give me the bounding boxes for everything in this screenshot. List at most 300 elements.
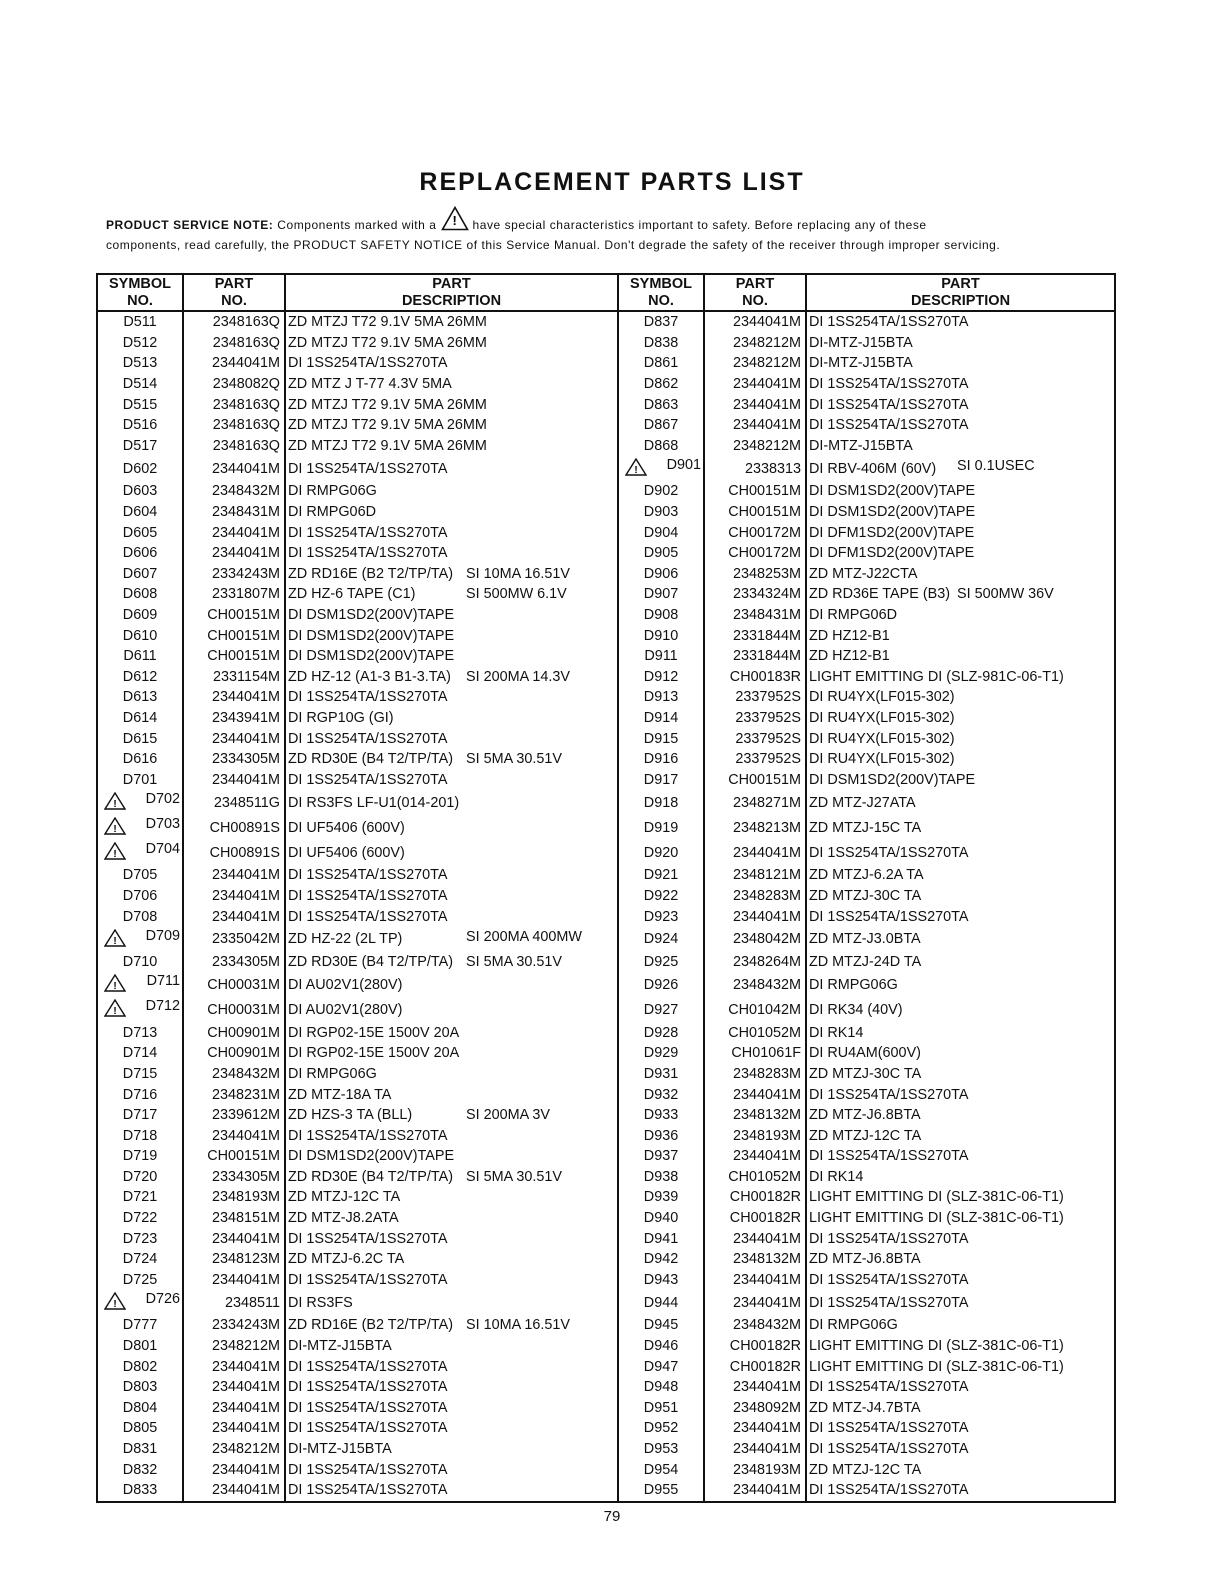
part-description-cell xyxy=(806,522,1115,543)
part-description-cell xyxy=(806,605,1115,626)
symbol-cell xyxy=(618,1125,704,1146)
symbol-no: D931 xyxy=(643,1065,679,1082)
symbol-no: D903 xyxy=(643,504,679,521)
part-description-cell xyxy=(806,1105,1115,1126)
part-description-cell xyxy=(285,728,618,749)
part-description: LIGHT EMITTING DI (SLZ-981C-06-T1) xyxy=(809,668,1064,685)
symbol-no: D868 xyxy=(643,437,679,454)
table-row xyxy=(97,667,1115,688)
symbol-no: D616 xyxy=(122,751,158,768)
part-description-cell xyxy=(806,1459,1115,1480)
part-description-cell xyxy=(806,952,1115,973)
spec-note: SI 5MA 30.51V xyxy=(466,1168,562,1185)
part-no: 2348271M xyxy=(704,790,806,815)
part-description-cell xyxy=(806,1167,1115,1188)
table-row xyxy=(97,865,1115,886)
symbol-no: D608 xyxy=(122,586,158,603)
part-description: ZD MTZJ T72 9.1V 5MA 26MM xyxy=(288,437,487,454)
symbol-cell xyxy=(618,311,704,333)
part-description-cell xyxy=(285,522,618,543)
table-row xyxy=(97,1208,1115,1229)
table-row xyxy=(97,415,1115,436)
spec-note: SI 10MA 16.51V xyxy=(466,565,571,582)
symbol-no: D725 xyxy=(122,1271,158,1288)
part-no: 2348212M xyxy=(183,1439,285,1460)
symbol-no: D718 xyxy=(122,1127,158,1144)
part-description: DI 1SS254TA/1SS270TA xyxy=(288,460,448,477)
symbol-cell xyxy=(618,481,704,502)
symbol-no: D831 xyxy=(122,1441,158,1458)
symbol-cell xyxy=(618,749,704,770)
symbol-no: D952 xyxy=(643,1420,679,1437)
part-no: 2344041M xyxy=(704,1377,806,1398)
symbol-cell xyxy=(618,522,704,543)
part-description-cell xyxy=(806,436,1115,457)
symbol-no: D913 xyxy=(643,689,679,706)
part-description-cell xyxy=(806,769,1115,790)
part-description: ZD HZ-6 TAPE (C1) xyxy=(288,586,416,603)
page-number: 79 xyxy=(603,1508,621,1525)
table-row xyxy=(97,333,1115,354)
part-description-cell xyxy=(285,667,618,688)
part-description: DI 1SS254TA/1SS270TA xyxy=(288,1358,448,1375)
part-description-cell xyxy=(285,1459,618,1480)
symbol-cell xyxy=(618,1377,704,1398)
table-row xyxy=(97,584,1115,605)
part-description: DI 1SS254TA/1SS270TA xyxy=(809,1271,969,1288)
part-no: 2348151M xyxy=(183,1208,285,1229)
part-no: 2344041M xyxy=(704,1084,806,1105)
symbol-cell xyxy=(618,1228,704,1249)
symbol-no: D922 xyxy=(643,887,679,904)
part-description-cell xyxy=(285,333,618,354)
symbol-cell xyxy=(97,1459,183,1480)
part-no: 2348253M xyxy=(704,564,806,585)
part-no: CH01061F xyxy=(704,1043,806,1064)
page-title: REPLACEMENT PARTS LIST xyxy=(419,168,805,196)
warning-triangle-icon xyxy=(104,999,126,1022)
symbol-cell xyxy=(97,865,183,886)
symbol-no: D915 xyxy=(643,730,679,747)
part-description-cell xyxy=(285,1336,618,1357)
table-row xyxy=(97,353,1115,374)
symbol-cell xyxy=(97,1084,183,1105)
symbol-cell xyxy=(97,584,183,605)
part-description-cell xyxy=(806,1187,1115,1208)
symbol-cell xyxy=(618,886,704,907)
symbol-no: D609 xyxy=(122,607,158,624)
symbol-cell xyxy=(97,840,183,865)
symbol-no: D604 xyxy=(122,504,158,521)
symbol-cell xyxy=(97,1146,183,1167)
part-no: 2348163Q xyxy=(183,394,285,415)
part-description: DI 1SS254TA/1SS270TA xyxy=(809,396,969,413)
symbol-no: D942 xyxy=(643,1251,679,1268)
symbol-cell xyxy=(618,1418,704,1439)
part-description: ZD MTZJ T72 9.1V 5MA 26MM xyxy=(288,396,487,413)
table-row xyxy=(97,543,1115,564)
symbol-cell xyxy=(97,906,183,927)
symbol-no: D802 xyxy=(122,1358,158,1375)
table-header-row xyxy=(97,274,1115,311)
symbol-cell xyxy=(618,456,704,481)
part-description-cell xyxy=(806,1208,1115,1229)
part-description-cell xyxy=(285,1315,618,1336)
part-no: 2344041M xyxy=(183,1459,285,1480)
part-description-cell xyxy=(806,415,1115,436)
symbol-no: D954 xyxy=(643,1461,679,1478)
symbol-cell xyxy=(97,728,183,749)
parts-table xyxy=(96,273,1116,1503)
part-description: LIGHT EMITTING DI (SLZ-381C-06-T1) xyxy=(809,1338,1064,1355)
part-description: ZD MTZJ-6.2C TA xyxy=(288,1251,405,1268)
part-description: DI 1SS254TA/1SS270TA xyxy=(288,771,448,788)
table-row xyxy=(97,481,1115,502)
part-description: ZD MTZ-J3.0BTA xyxy=(809,931,921,948)
part-no: 2348432M xyxy=(183,1064,285,1085)
part-description-cell xyxy=(806,1398,1115,1419)
symbol-no: D720 xyxy=(122,1168,158,1185)
table-row xyxy=(97,522,1115,543)
part-description: DI 1SS254TA/1SS270TA xyxy=(288,689,448,706)
part-no: 2344041M xyxy=(183,1125,285,1146)
part-description-cell xyxy=(806,1418,1115,1439)
part-description-cell xyxy=(285,815,618,840)
symbol-cell xyxy=(618,1249,704,1270)
part-description-cell xyxy=(806,543,1115,564)
table-row xyxy=(97,687,1115,708)
part-description-cell xyxy=(285,311,618,333)
part-description-cell xyxy=(285,394,618,415)
symbol-no: D611 xyxy=(123,648,157,665)
symbol-no: D902 xyxy=(643,483,679,500)
table-row xyxy=(97,1105,1115,1126)
warning-triangle-icon xyxy=(104,792,126,815)
part-description: DI RS3FS LF-U1(014-201) xyxy=(288,794,460,811)
symbol-cell xyxy=(618,865,704,886)
symbol-cell xyxy=(618,840,704,865)
symbol-no: D726 xyxy=(145,1291,180,1308)
spec-note: SI 200MA 3V xyxy=(466,1106,550,1123)
warning-triangle-icon xyxy=(104,929,126,952)
symbol-no: D712 xyxy=(145,998,180,1015)
spec-note: SI 10MA 16.51V xyxy=(466,1317,571,1334)
part-no: 2348163Q xyxy=(183,415,285,436)
table-row xyxy=(97,840,1115,865)
table-row xyxy=(97,625,1115,646)
symbol-no: D710 xyxy=(122,954,158,971)
col-header-part-no: PART NO. xyxy=(704,274,806,311)
part-no: 2344041M xyxy=(183,1480,285,1502)
part-description-cell xyxy=(285,1290,618,1315)
symbol-no: D512 xyxy=(122,334,158,351)
part-description: DI 1SS254TA/1SS270TA xyxy=(288,908,448,925)
part-description-cell xyxy=(806,1146,1115,1167)
table-row xyxy=(97,1125,1115,1146)
spec-note: SI 500MW 6.1V xyxy=(466,586,567,603)
part-description: ZD MTZJ-6.2A TA xyxy=(809,867,924,884)
part-description: DI RK14 xyxy=(809,1024,864,1041)
part-description: ZD MTZ-J4.7BTA xyxy=(809,1399,921,1416)
part-no: 2339612M xyxy=(183,1105,285,1126)
symbol-no: D832 xyxy=(122,1461,158,1478)
symbol-cell xyxy=(618,1105,704,1126)
symbol-no: D928 xyxy=(643,1024,679,1041)
part-description-cell xyxy=(285,415,618,436)
part-no: 2348283M xyxy=(704,1064,806,1085)
part-no: 2348511 xyxy=(183,1290,285,1315)
symbol-no: D837 xyxy=(643,314,679,331)
svg-text:!: ! xyxy=(113,981,117,993)
symbol-cell xyxy=(97,522,183,543)
part-description-cell xyxy=(806,646,1115,667)
part-no: 2344041M xyxy=(183,456,285,481)
part-description-cell xyxy=(806,1480,1115,1502)
symbol-no: D514 xyxy=(122,376,158,393)
part-no: 2335042M xyxy=(183,927,285,952)
part-description: LIGHT EMITTING DI (SLZ-381C-06-T1) xyxy=(809,1189,1064,1206)
symbol-no: D918 xyxy=(643,794,679,811)
part-description: ZD MTZJ-12C TA xyxy=(809,1127,922,1144)
symbol-no: D863 xyxy=(643,396,679,413)
part-no: CH00031M xyxy=(183,972,285,997)
symbol-no: D904 xyxy=(643,524,679,541)
part-description-cell xyxy=(285,1064,618,1085)
symbol-cell xyxy=(618,1459,704,1480)
part-no: 2348212M xyxy=(704,333,806,354)
part-no: 2331154M xyxy=(183,667,285,688)
symbol-cell xyxy=(618,997,704,1022)
part-description-cell xyxy=(806,564,1115,585)
symbol-cell xyxy=(618,708,704,729)
table-row xyxy=(97,927,1115,952)
table-row xyxy=(97,790,1115,815)
part-no: 2348431M xyxy=(704,605,806,626)
symbol-no: D721 xyxy=(122,1189,158,1206)
part-description: DI AU02V1(280V) xyxy=(288,976,403,993)
warning-triangle-icon xyxy=(104,817,126,840)
symbol-cell xyxy=(97,436,183,457)
symbol-cell xyxy=(97,952,183,973)
part-no: 2337952S xyxy=(704,687,806,708)
symbol-no: D929 xyxy=(643,1045,679,1062)
part-description: DI 1SS254TA/1SS270TA xyxy=(288,1271,448,1288)
warning-triangle-icon xyxy=(104,842,126,865)
svg-text:!: ! xyxy=(452,213,457,228)
part-description-cell xyxy=(285,1480,618,1502)
symbol-cell xyxy=(618,1270,704,1291)
symbol-cell xyxy=(97,1480,183,1502)
part-description: DI RBV-406M (60V) xyxy=(809,460,937,477)
part-description: DI 1SS254TA/1SS270TA xyxy=(288,1482,448,1499)
table-row xyxy=(97,708,1115,729)
symbol-cell xyxy=(618,564,704,585)
part-description: DI 1SS254TA/1SS270TA xyxy=(809,1482,969,1499)
symbol-no: D920 xyxy=(643,844,679,861)
table-row xyxy=(97,1377,1115,1398)
part-no: 2334305M xyxy=(183,749,285,770)
spec-note: SI 5MA 30.51V xyxy=(466,750,562,767)
part-description-cell xyxy=(806,865,1115,886)
symbol-cell xyxy=(618,952,704,973)
symbol-cell xyxy=(618,1187,704,1208)
part-description-cell xyxy=(285,1228,618,1249)
part-description-cell xyxy=(806,1084,1115,1105)
part-description: LIGHT EMITTING DI (SLZ-381C-06-T1) xyxy=(809,1210,1064,1227)
part-description-cell xyxy=(806,1064,1115,1085)
symbol-cell xyxy=(97,1043,183,1064)
table-row xyxy=(97,728,1115,749)
symbol-cell xyxy=(97,1418,183,1439)
part-description-cell xyxy=(806,728,1115,749)
symbol-no: D717 xyxy=(122,1107,158,1124)
part-no: 2338313 xyxy=(704,456,806,481)
symbol-no: D908 xyxy=(643,607,679,624)
table-row xyxy=(97,1336,1115,1357)
symbol-no: D610 xyxy=(122,627,158,644)
part-no: CH00891S xyxy=(183,840,285,865)
part-description: DI RK34 (40V) xyxy=(809,1001,903,1018)
table-row xyxy=(97,646,1115,667)
symbol-cell xyxy=(618,584,704,605)
part-description: DI 1SS254TA/1SS270TA xyxy=(809,1230,969,1247)
part-no: CH00151M xyxy=(183,625,285,646)
part-description-cell xyxy=(806,374,1115,395)
part-description-cell xyxy=(285,1022,618,1043)
part-description: DI 1SS254TA/1SS270TA xyxy=(809,1294,969,1311)
part-no: 2348212M xyxy=(704,436,806,457)
part-description: DI 1SS254TA/1SS270TA xyxy=(809,908,969,925)
symbol-no: D703 xyxy=(145,816,180,833)
symbol-cell xyxy=(97,1290,183,1315)
part-description-cell xyxy=(285,927,618,952)
symbol-no: D614 xyxy=(122,709,158,726)
part-description-cell xyxy=(285,1398,618,1419)
part-no: 2344041M xyxy=(183,1398,285,1419)
part-description-cell xyxy=(285,584,618,605)
symbol-no: D917 xyxy=(643,771,679,788)
table-row xyxy=(97,906,1115,927)
table-row xyxy=(97,749,1115,770)
part-description-cell xyxy=(806,749,1115,770)
part-no: 2344041M xyxy=(704,311,806,333)
part-description: DI DSM1SD2(200V)TAPE xyxy=(809,504,976,521)
part-description-cell xyxy=(285,1208,618,1229)
table-row xyxy=(97,997,1115,1022)
part-no: 2344041M xyxy=(704,415,806,436)
part-description-cell xyxy=(285,502,618,523)
symbol-no: D777 xyxy=(122,1317,158,1334)
symbol-no: D716 xyxy=(122,1086,158,1103)
part-description: DI-MTZ-J15BTA xyxy=(809,334,913,351)
part-no: 2348042M xyxy=(704,927,806,952)
part-description: DI 1SS254TA/1SS270TA xyxy=(809,376,969,393)
service-note-label: PRODUCT SERVICE NOTE: xyxy=(106,218,274,233)
symbol-no: D916 xyxy=(643,751,679,768)
symbol-no: D947 xyxy=(643,1358,679,1375)
part-no: 2344041M xyxy=(704,906,806,927)
part-description-cell xyxy=(285,456,618,481)
part-description-cell xyxy=(806,1439,1115,1460)
col-header-part-no: PART NO. xyxy=(183,274,285,311)
symbol-cell xyxy=(618,769,704,790)
part-description-cell xyxy=(806,815,1115,840)
part-no: 2348132M xyxy=(704,1249,806,1270)
part-no: 2348132M xyxy=(704,1105,806,1126)
symbol-cell xyxy=(97,415,183,436)
symbol-cell xyxy=(97,543,183,564)
part-description: DI 1SS254TA/1SS270TA xyxy=(288,524,448,541)
part-description: DI RU4YX(LF015-302) xyxy=(809,730,955,747)
part-no: 2344041M xyxy=(183,353,285,374)
symbol-no: D605 xyxy=(122,524,158,541)
table-row xyxy=(97,502,1115,523)
symbol-cell xyxy=(618,1480,704,1502)
symbol-cell xyxy=(97,1398,183,1419)
part-no: 2344041M xyxy=(183,687,285,708)
part-no: 2348432M xyxy=(183,481,285,502)
symbol-no: D945 xyxy=(643,1317,679,1334)
symbol-no: D953 xyxy=(643,1441,679,1458)
symbol-cell xyxy=(618,1208,704,1229)
part-description: DI 1SS254TA/1SS270TA xyxy=(809,417,969,434)
col-header-symbol: SYMBOL NO. xyxy=(97,274,183,311)
symbol-cell xyxy=(97,1208,183,1229)
symbol-no: D910 xyxy=(643,627,679,644)
part-no: 2348212M xyxy=(183,1336,285,1357)
symbol-cell xyxy=(618,1167,704,1188)
symbol-no: D801 xyxy=(122,1338,158,1355)
part-no: 2344041M xyxy=(704,1439,806,1460)
table-row xyxy=(97,605,1115,626)
symbol-no: D862 xyxy=(643,376,679,393)
part-description: DI RS3FS xyxy=(288,1294,353,1311)
symbol-no: D936 xyxy=(643,1127,679,1144)
part-description: DI-MTZ-J15BTA xyxy=(288,1338,392,1355)
part-description: DI AU02V1(280V) xyxy=(288,1001,403,1018)
part-description-cell xyxy=(285,564,618,585)
symbol-cell xyxy=(97,708,183,729)
symbol-cell xyxy=(618,1439,704,1460)
symbol-no: D702 xyxy=(145,791,180,808)
part-description-cell xyxy=(806,1249,1115,1270)
part-no: 2344041M xyxy=(704,1290,806,1315)
symbol-no: D948 xyxy=(643,1379,679,1396)
symbol-no: D511 xyxy=(123,314,157,331)
part-no: 2344041M xyxy=(183,1418,285,1439)
symbol-cell xyxy=(618,906,704,927)
spec-note: SI 0.1USEC xyxy=(957,458,1035,475)
spec-note: SI 500MW 36V xyxy=(957,586,1054,603)
svg-text:!: ! xyxy=(113,849,117,861)
part-description: DI RU4YX(LF015-302) xyxy=(809,709,955,726)
part-no: 2344041M xyxy=(183,522,285,543)
part-description-cell xyxy=(806,790,1115,815)
part-description-cell xyxy=(285,1249,618,1270)
part-description: ZD MTZJ-30C TA xyxy=(809,1065,922,1082)
symbol-no: D709 xyxy=(145,927,180,944)
service-note-line2: components, read carefully, the PRODUCT SAFETY NOTICE of this Service Manual. Don't degrade the safety of the receiver through improper servicing. xyxy=(106,238,1001,252)
part-description-cell xyxy=(285,1043,618,1064)
part-description: ZD RD16E (B2 T2/TP/TA) xyxy=(288,1317,453,1334)
svg-text:!: ! xyxy=(634,465,638,477)
part-no: 2344041M xyxy=(183,769,285,790)
part-description: DI 1SS254TA/1SS270TA xyxy=(809,1086,969,1103)
symbol-cell xyxy=(618,1290,704,1315)
symbol-cell xyxy=(618,972,704,997)
part-description-cell xyxy=(806,886,1115,907)
part-description-cell xyxy=(806,1043,1115,1064)
